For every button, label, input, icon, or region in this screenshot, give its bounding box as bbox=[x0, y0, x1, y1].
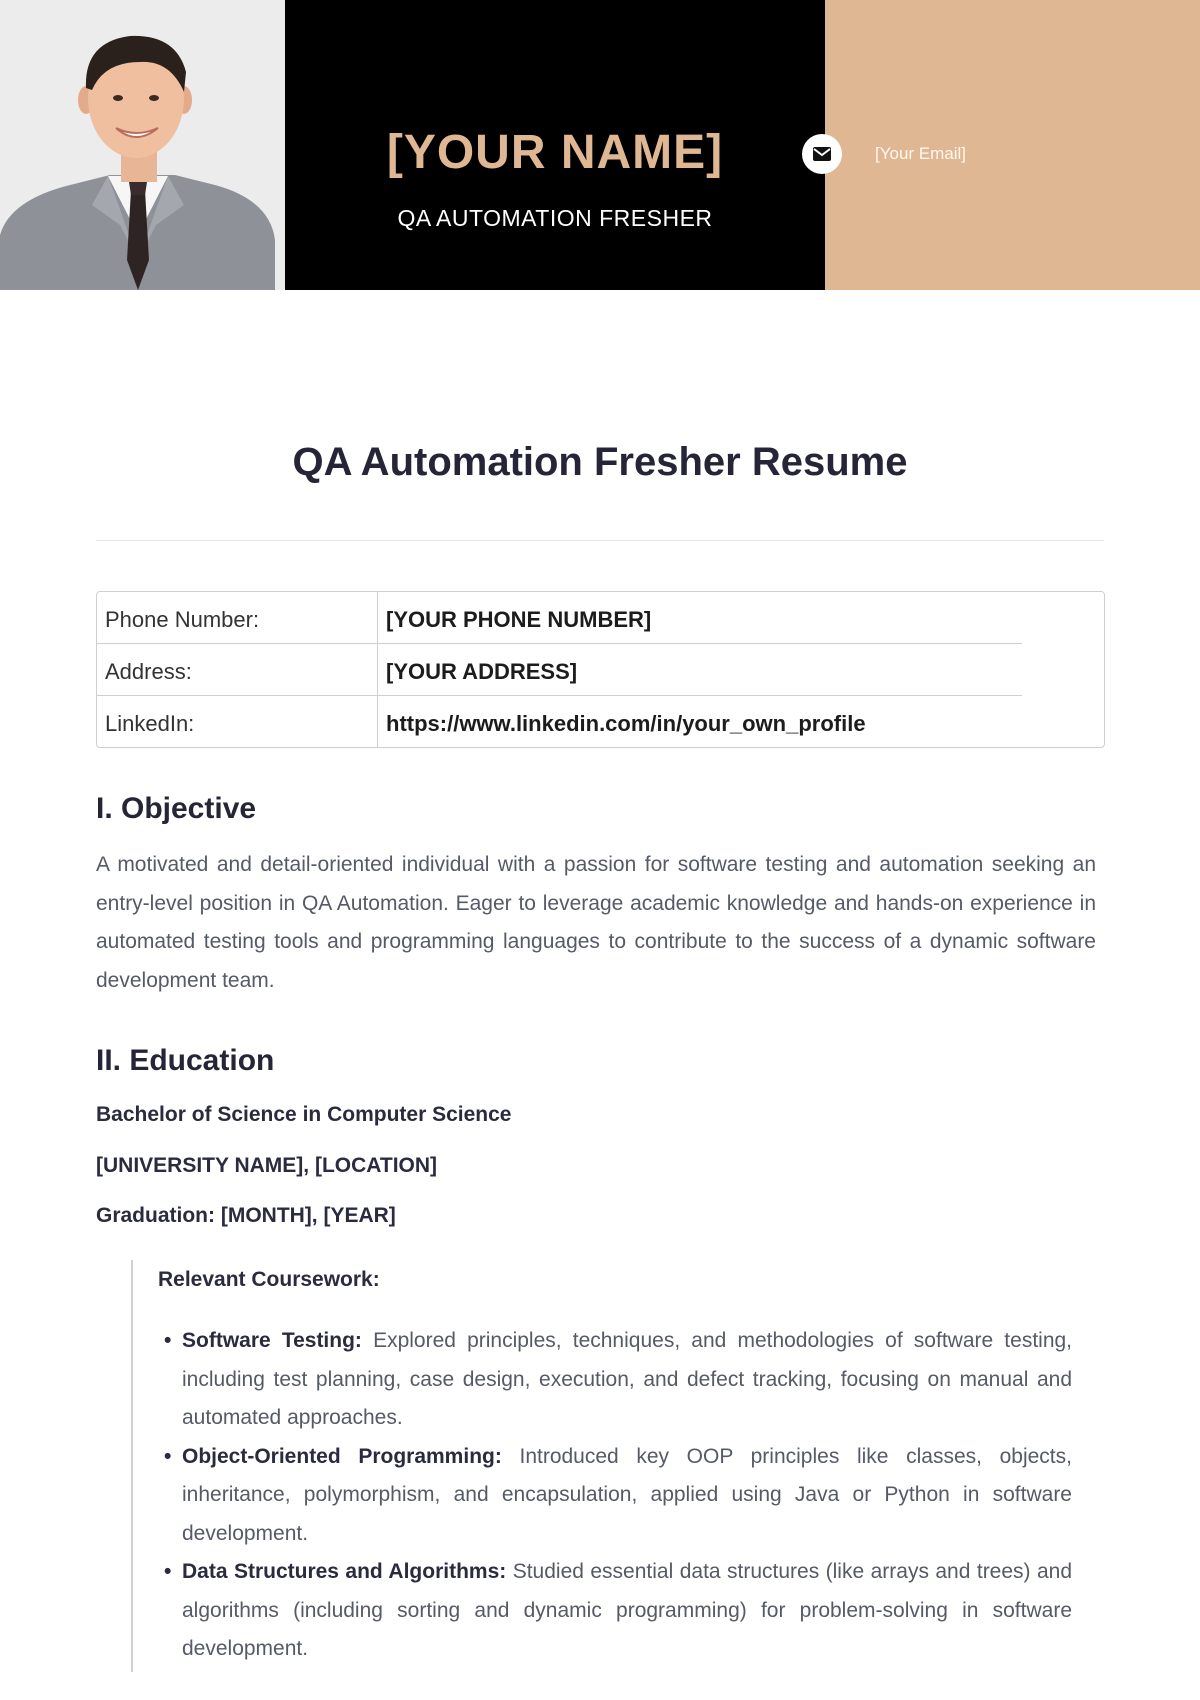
name-panel bbox=[285, 0, 825, 290]
profile-photo-illustration bbox=[0, 0, 285, 290]
linkedin-label: LinkedIn: bbox=[105, 711, 195, 736]
document-title: QA Automation Fresher Resume bbox=[292, 440, 908, 484]
job-title: QA AUTOMATION FRESHER bbox=[397, 205, 713, 231]
education-heading: II. Education bbox=[96, 1044, 275, 1077]
bullet-icon: • bbox=[164, 1329, 172, 1352]
profile-photo bbox=[0, 0, 285, 290]
address-value: [YOUR ADDRESS] bbox=[386, 659, 578, 684]
envelope-icon bbox=[802, 134, 842, 174]
email-text: [Your Email] bbox=[875, 144, 967, 163]
objective-heading: I. Objective bbox=[96, 792, 257, 825]
list-item bbox=[164, 1438, 1072, 1554]
graduation: Graduation: [MONTH], [YEAR] bbox=[96, 1204, 396, 1227]
coursework-title: Relevant Coursework: bbox=[158, 1268, 380, 1291]
course-name: Software Testing: bbox=[182, 1329, 362, 1352]
table-row-phone bbox=[97, 592, 1104, 644]
course-description: Introduced key OOP principles like classes, objects, inheritance, polymorphism, and encapsulation, applied using Java or Python in software development. bbox=[182, 1444, 1072, 1545]
bullet-icon: • bbox=[164, 1560, 172, 1583]
linkedin-value: https://www.linkedin.com/in/your_own_profile bbox=[386, 711, 866, 736]
candidate-name: [YOUR NAME] bbox=[386, 126, 724, 179]
coursework-list bbox=[164, 1322, 1073, 1669]
course-description: Explored principles, techniques, and methodologies of software testing, including test planning, case design, execution, and defect tracking, focusing on manual and automated approaches. bbox=[182, 1329, 1073, 1429]
table-row-address bbox=[97, 644, 1104, 696]
degree: Bachelor of Science in Computer Science bbox=[96, 1103, 512, 1126]
phone-value: [YOUR PHONE NUMBER] bbox=[386, 607, 652, 632]
university: [UNIVERSITY NAME], [LOCATION] bbox=[96, 1154, 438, 1177]
list-item bbox=[164, 1553, 1073, 1669]
list-item bbox=[164, 1322, 1073, 1438]
table-row-linkedin bbox=[97, 696, 1104, 748]
bullet-icon: • bbox=[164, 1444, 172, 1468]
objective-text: A motivated and detail-oriented individual with a passion for software testing and automation seeking an entry-level position in QA Automation. Eager to leverage academic knowledge and hands-on experience in automated testing tools and programming languages to contribute to the success of a dynamic software development team. bbox=[96, 853, 1096, 992]
coursework-quote-bar bbox=[131, 1260, 133, 1672]
course-name: Data Structures and Algorithms: bbox=[182, 1560, 507, 1583]
contact-table bbox=[96, 591, 1105, 748]
course-name: Object-Oriented Programming: bbox=[182, 1444, 502, 1468]
course-description: Studied essential data structures (like arrays and trees) and algorithms (including sorting and dynamic programming) for problem-solving in software development. bbox=[182, 1560, 1073, 1660]
title-divider bbox=[96, 540, 1104, 541]
address-label: Address: bbox=[105, 659, 192, 684]
phone-label: Phone Number: bbox=[105, 607, 260, 632]
resume-header bbox=[0, 0, 1200, 290]
